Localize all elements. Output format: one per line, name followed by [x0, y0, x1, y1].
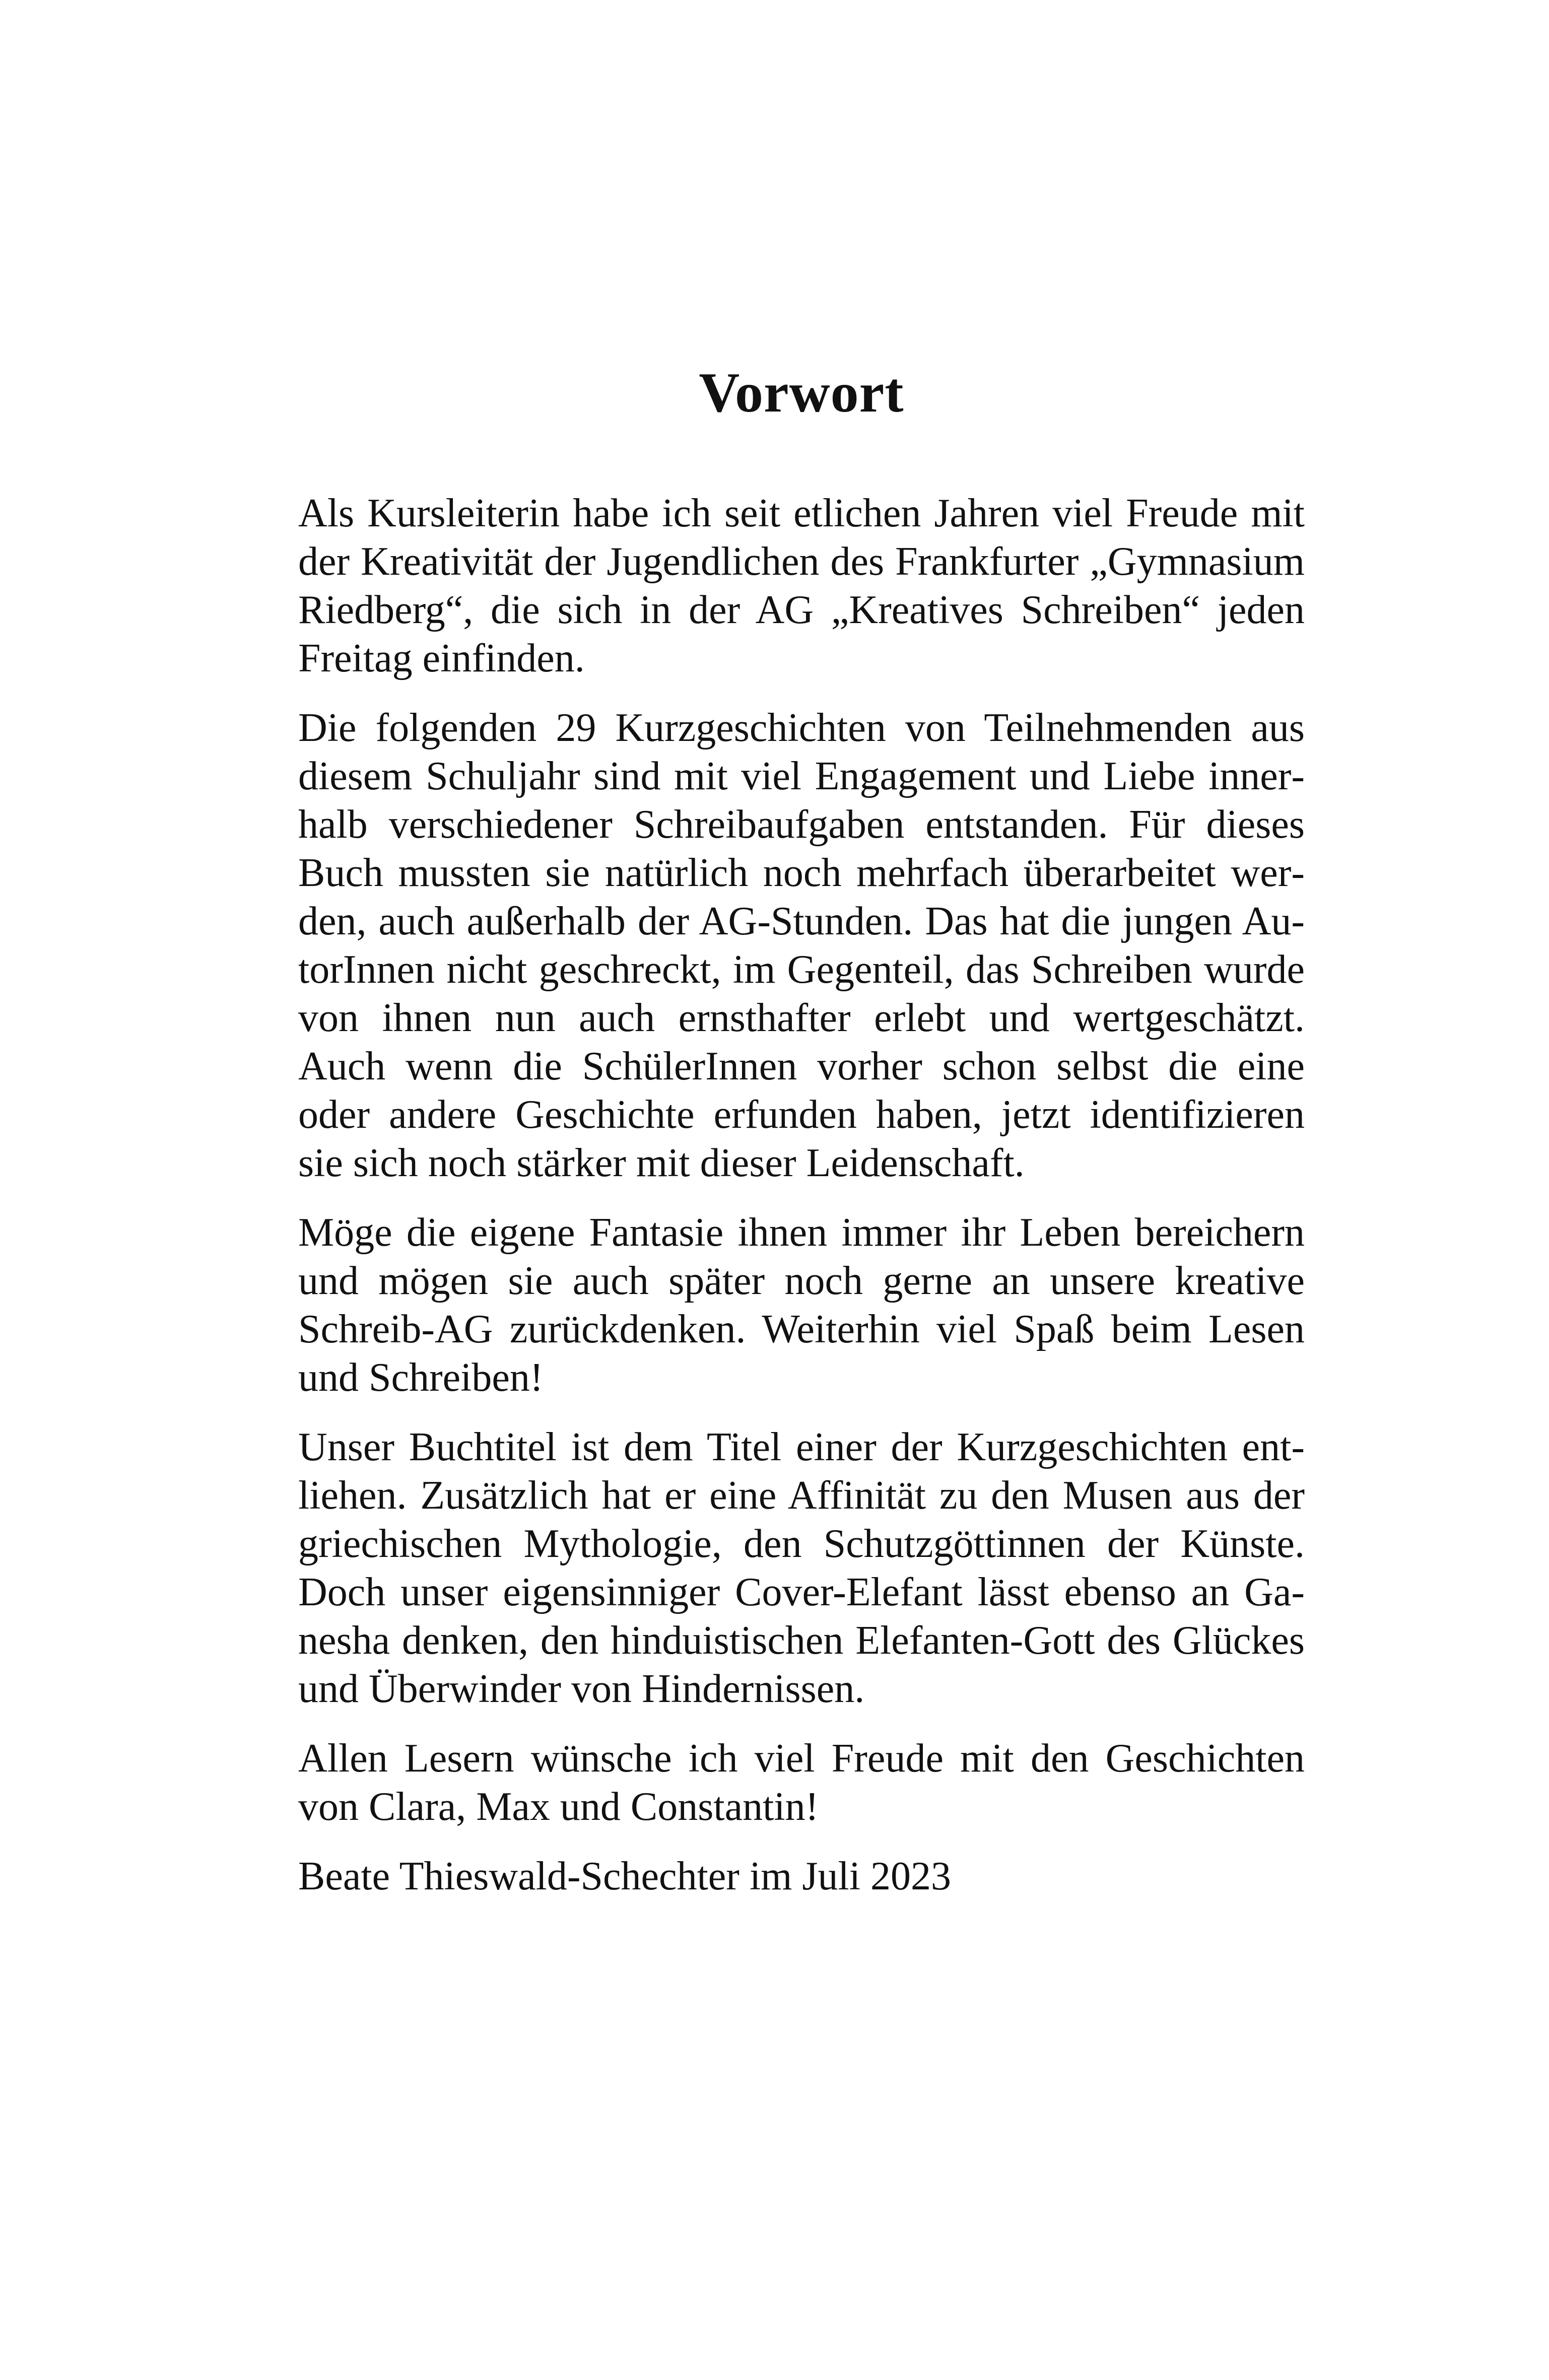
paragraph-5: Allen Lesern wünsche ich viel Freude mit den Geschichten von Clara, Max und Constantin!	[298, 1736, 1305, 1829]
foreword-text-block	[298, 355, 1305, 1900]
paragraph-4: Unser Buchtitel ist dem Titel einer der Kurzgeschichten entliehen. Zusätzlich hat er eine Affinität zu den Musen aus der griechischen Mythologie, den Schutzgöttinnen der Künste. Doch unser eigensinniger Cover-Elefant lässt ebenso an Ganesha denken, den hinduistischen Elefanten-Gott des Glückes und Überwinder von Hindernissen.	[298, 1425, 1305, 1711]
paragraph-3: Möge die eigene Fantasie ihnen immer ihr Leben bereichern und mögen sie auch später noch gerne an unsere kreative Schreib-AG zurückdenken. Weiterhin viel Spaß beim Lesen und Schreiben!	[298, 1210, 1305, 1400]
page-title: Vorwort	[699, 362, 904, 424]
signature-line: Beate Thieswald-Schechter im Juli 2023	[298, 1854, 951, 1898]
paragraph-2: Die folgenden 29 Kurzgeschichten von Teilnehmenden aus diesem Schuljahr sind mit viel Engagement und Liebe innerhalb verschiedener Schreibaufgaben entstanden. Für dieses Buch mussten sie natürlich noch mehrfach überarbeitet werden, auch außerhalb der AG-Stunden. Das hat die jungen AutorInnen nicht geschreckt, im Gegenteil, das Schreiben wurde von ihnen nun auch ernsthafter erlebt und wertgeschätzt. Auch wenn die SchülerInnen vorher schon selbst die eine oder andere Geschichte erfunden haben, jetzt identifizieren sie sich noch stärker mit dieser Leidenschaft.	[298, 706, 1305, 1185]
paragraph-1: Als Kursleiterin habe ich seit etlichen Jahren viel Freude mit der Kreativität der Jugendlichen des Frankfurter „Gymnasium Riedberg“, die sich in der AG „Kreatives Schreiben“ jeden Freitag einfinden.	[298, 491, 1305, 681]
